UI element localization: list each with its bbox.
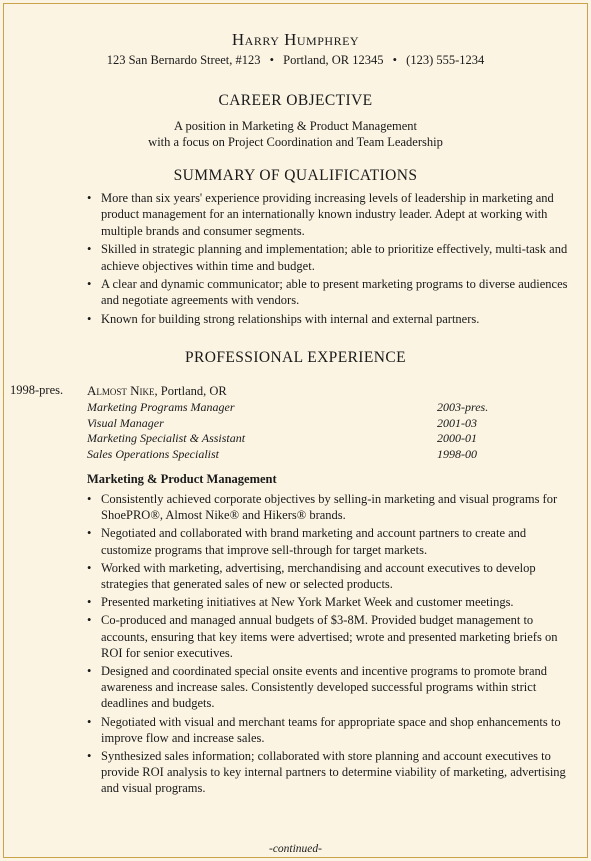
candidate-name	[0, 30, 591, 50]
list-item: • More than six years' experience providing increasing levels of leadership in marketing and product management for an internationally known industry leader. Adept at working with multiple brands and consumer segments.	[87, 190, 579, 239]
summary-list	[87, 190, 579, 329]
role-title: Visual Manager	[87, 415, 164, 430]
continued-note: -continued-	[268, 843, 322, 855]
list-item: • Synthesized sales information; collaborated with store planning and account executives to provide ROI analysis to key internal partners to determine viability of marketing, advertising and visual programs.	[87, 748, 579, 797]
experience-heading: PROFESSIONAL EXPERIENCE	[185, 349, 406, 366]
summary-heading: SUMMARY OF QUALIFICATIONS	[173, 167, 418, 184]
experience-subheading: Marketing & Product Management	[87, 472, 277, 486]
role-dates: 2001-03	[437, 415, 477, 430]
list-item: • Negotiated and collaborated with brand marketing and account partners to create and customize programs that improve sell-through for target markets.	[87, 525, 579, 557]
employer-line	[87, 383, 227, 399]
list-item: • Co-produced and managed annual budgets of $3-8M. Provided budget management to accounts, ensuring that key items were advertised; wrote and presented marketing briefs on ROI for senior executives.	[87, 612, 579, 661]
city: Portland, OR 12345	[283, 53, 384, 67]
company-location: , Portland, OR	[154, 384, 227, 398]
role-row	[87, 431, 507, 447]
list-item: • Skilled in strategic planning and implementation; able to prioritize effectively, multi-task and achieve objectives within time and budget.	[87, 241, 579, 274]
objective-line-1: A position in Marketing & Product Management	[173, 119, 418, 133]
phone: (123) 555-1234	[406, 53, 485, 67]
list-item: • Designed and coordinated special onsite events and incentive programs to promote brand awareness and increase sales. Consistently developed successful programs within strict deadlines and budgets.	[87, 663, 579, 712]
objective-heading: CAREER OBJECTIVE	[218, 92, 373, 109]
roles-list	[87, 400, 507, 462]
address: 123 San Bernardo Street, #123	[106, 53, 261, 67]
role-dates: 1998-00	[437, 446, 477, 461]
role-title: Marketing Specialist & Assistant	[87, 431, 246, 445]
employment-dates: 1998-pres.	[10, 383, 64, 397]
role-row	[87, 400, 507, 416]
separator-dot: •	[269, 53, 275, 67]
role-row	[87, 447, 507, 463]
separator-dot: •	[392, 53, 398, 67]
list-item: • Presented marketing initiatives at New York Market Week and customer meetings.	[87, 594, 579, 610]
list-item: • Worked with marketing, advertising, merchandising and account executives to develop strategies that generated sales of new or selected products.	[87, 560, 579, 592]
list-item: • Negotiated with visual and merchant teams for appropriate space and shop enhancements to improve flow and increase sales.	[87, 714, 579, 746]
role-title: Sales Operations Specialist	[87, 446, 219, 461]
role-dates: 2000-01	[437, 431, 477, 445]
company-name: Almost Nike	[87, 383, 155, 398]
experience-list	[87, 491, 579, 799]
name-text: Harry Humphrey	[231, 30, 360, 49]
role-row	[87, 416, 507, 432]
list-item: • A clear and dynamic communicator; able to present marketing programs to diverse audiences and negotiate agreements with vendors.	[87, 276, 579, 309]
objective-text	[0, 118, 591, 150]
list-item: • Consistently achieved corporate objectives by selling-in marketing and visual programs for ShoePRO®, Almost Nike® and Hikers® brands.	[87, 491, 579, 523]
list-item: • Known for building strong relationships with internal and external partners.	[87, 311, 579, 327]
contact-line	[0, 53, 591, 68]
role-dates: 2003-pres.	[437, 400, 489, 414]
objective-line-2: with a focus on Project Coordination and Team Leadership	[148, 135, 443, 149]
role-title: Marketing Programs Manager	[87, 400, 235, 414]
